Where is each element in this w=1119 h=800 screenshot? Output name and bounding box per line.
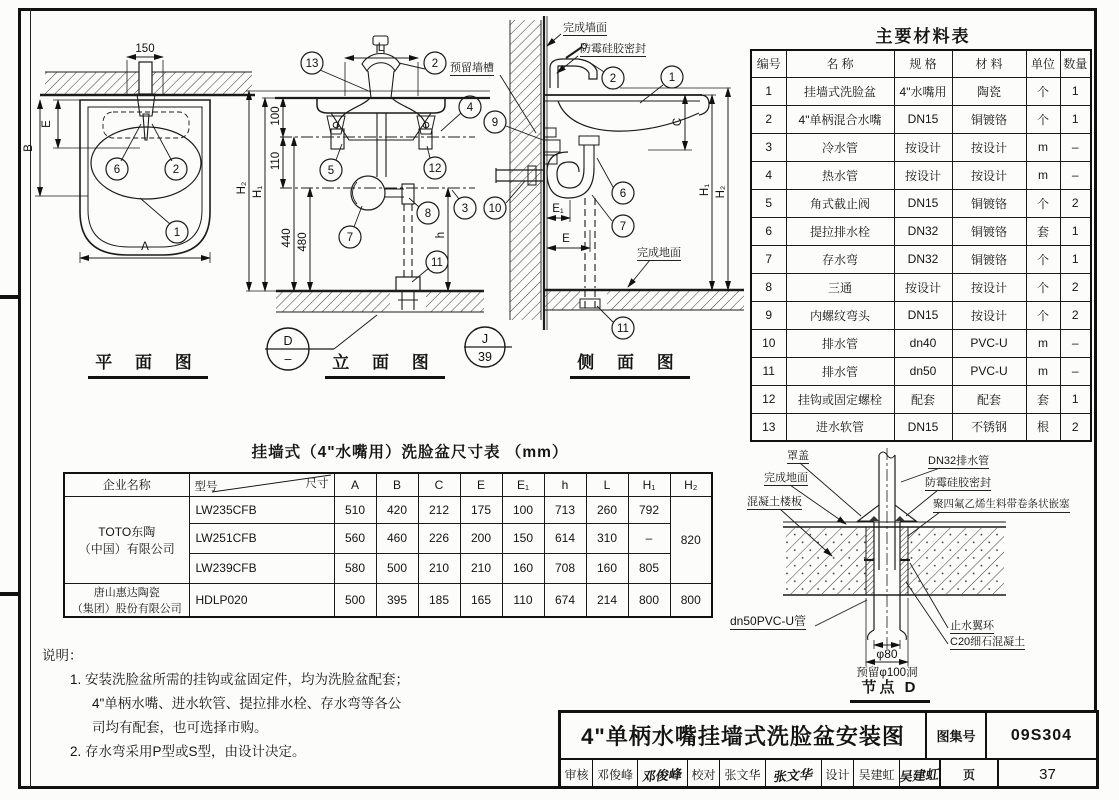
col-header: C: [418, 473, 460, 496]
cell: 800: [628, 583, 670, 617]
cell: 套: [1026, 385, 1060, 413]
model-cell: LW239CFB: [189, 553, 334, 583]
corner-model: 型号: [194, 480, 218, 493]
cell: 175: [460, 496, 502, 523]
col-header: 材 料: [952, 50, 1026, 77]
cell: 按设计: [952, 301, 1026, 329]
cell: 排水管: [786, 357, 894, 385]
cell: 260: [586, 496, 628, 523]
cell: 500: [334, 583, 376, 617]
cell: 按设计: [952, 161, 1026, 189]
cell: 510: [334, 496, 376, 523]
company-cell: 唐山惠达陶瓷 （集团）股份有限公司: [64, 583, 189, 617]
cell: 12: [751, 385, 786, 413]
col-header: L: [586, 473, 628, 496]
cell: DN15: [894, 413, 952, 441]
dim-a: A: [141, 241, 149, 253]
cell: 1: [1060, 77, 1091, 105]
callout-2: 2: [609, 73, 617, 85]
cell: 角式截止阀: [786, 189, 894, 217]
callout-13: 13: [305, 58, 319, 70]
cell: 185: [418, 583, 460, 617]
cell: –: [1060, 329, 1091, 357]
callout-1: 1: [668, 72, 676, 84]
cell: 不锈钢: [952, 413, 1026, 441]
cell: m: [1026, 357, 1060, 385]
cell: 310: [586, 523, 628, 553]
cell: 三通: [786, 273, 894, 301]
designer-signature: 吴建虹: [898, 766, 941, 785]
cell: 存水弯: [786, 245, 894, 273]
cell: 2: [1060, 413, 1091, 441]
callout-5: 5: [327, 165, 335, 177]
cell: 674: [544, 583, 586, 617]
materials-table: [750, 49, 1092, 442]
cell: 根: [1026, 413, 1060, 441]
note-line: 司均有配套，也可选择市购。: [92, 720, 268, 735]
cell: –: [1060, 357, 1091, 385]
cell-h2-merged: 820: [670, 496, 712, 583]
cell: m: [1026, 133, 1060, 161]
label-waterstop-ring: 止水翼环: [950, 620, 994, 634]
reviewer-name: 邓俊峰: [593, 760, 638, 789]
cell: DN32: [894, 217, 952, 245]
col-header: 规 格: [894, 50, 952, 77]
dim-phi80: φ80: [876, 647, 898, 661]
col-header: 数量: [1060, 50, 1091, 77]
cell: 挂钩或固定螺栓: [786, 385, 894, 413]
cell: 8: [751, 273, 786, 301]
cell: 个: [1026, 273, 1060, 301]
dim-h1: H₁: [252, 185, 264, 199]
col-header-model-size: [189, 473, 334, 496]
node-d-title: 节点 D: [850, 676, 930, 703]
col-header: 名 称: [786, 50, 894, 77]
label-c20: C20细石混凝土: [950, 636, 1025, 650]
cell: 个: [1026, 105, 1060, 133]
note-line: 2. 存水弯采用P型或S型，由设计决定。: [70, 744, 306, 759]
cell: 160: [586, 553, 628, 583]
cell: 按设计: [894, 161, 952, 189]
callout-6: 6: [619, 188, 627, 200]
cell: 2: [1060, 273, 1091, 301]
page-number: 37: [1039, 766, 1056, 783]
cell: 7: [751, 245, 786, 273]
plan-view-drawing: [35, 57, 255, 263]
callout-1: 1: [173, 227, 181, 239]
cell: 配套: [894, 385, 952, 413]
cell: 1: [1060, 245, 1091, 273]
cell: 个: [1026, 245, 1060, 273]
cell: 6: [751, 217, 786, 245]
cell: 713: [544, 496, 586, 523]
cell: 铜镀铬: [952, 217, 1026, 245]
node-d-texts: [856, 647, 917, 679]
sheet-title: 4"单柄水嘴挂墙式洗脸盆安装图: [561, 713, 927, 758]
cell: 110: [502, 583, 544, 617]
designer-name: 吴建虹: [854, 760, 900, 789]
reviewer-signature: 邓俊峰: [638, 760, 688, 789]
notes-heading: 说明：: [42, 648, 83, 663]
cell: 按设计: [952, 133, 1026, 161]
cell: 100: [502, 496, 544, 523]
col-header: E: [460, 473, 502, 496]
cell: 冷水管: [786, 133, 894, 161]
col-header: B: [376, 473, 418, 496]
materials-table-title: 主要材料表: [875, 27, 971, 46]
cell: 按设计: [952, 273, 1026, 301]
callout-10: 10: [488, 203, 502, 215]
cell: 200: [460, 523, 502, 553]
cell: 580: [334, 553, 376, 583]
title-block: [558, 710, 1099, 789]
cell: DN15: [894, 189, 952, 217]
cell: 708: [544, 553, 586, 583]
dim-440: 440: [281, 228, 293, 248]
cell: 395: [376, 583, 418, 617]
callout-11: 11: [431, 257, 443, 269]
ref-d-bottom: –: [284, 352, 292, 366]
cell: 212: [418, 496, 460, 523]
dim-c: C: [672, 117, 684, 127]
label-dn32: DN32排水管: [928, 455, 989, 469]
model-cell: LW251CFB: [189, 523, 334, 553]
cell: 4: [751, 161, 786, 189]
label-slab: 混凝土楼板: [747, 496, 802, 510]
cell: 800: [670, 583, 712, 617]
cell: –: [628, 523, 670, 553]
cell: 提拉排水栓: [786, 217, 894, 245]
side-view-drawing: [484, 16, 744, 339]
cell: 13: [751, 413, 786, 441]
cell: 铜镀铬: [952, 189, 1026, 217]
page-label: 页: [939, 760, 999, 789]
dim-table-title: 挂墙式（4"水嘴用）洗脸盆尺寸表 （mm）: [251, 444, 569, 461]
col-header: h: [544, 473, 586, 496]
label-silicone-node: 防霉硅胶密封: [925, 477, 991, 491]
cell: 460: [376, 523, 418, 553]
col-header: E₁: [502, 473, 544, 496]
cell: DN15: [894, 301, 952, 329]
cell: 个: [1026, 301, 1060, 329]
company-cell: TOTO东陶 （中国）有限公司: [64, 496, 189, 583]
callout-3: 3: [461, 203, 469, 215]
callout-12: 12: [428, 163, 442, 175]
check-label: 校对: [688, 760, 720, 789]
callout-2: 2: [431, 58, 439, 70]
label-finish-floor-node: 完成地面: [764, 472, 808, 486]
dim-150: 150: [135, 43, 155, 55]
dimension-table: [63, 472, 713, 618]
cell: DN15: [894, 105, 952, 133]
cell: 1: [1060, 385, 1091, 413]
col-header: 单位: [1026, 50, 1060, 77]
checker-name: 张文华: [720, 760, 766, 789]
cell: 1: [1060, 217, 1091, 245]
cell: 560: [334, 523, 376, 553]
callout-7: 7: [619, 221, 627, 233]
cell: 铜镀铬: [952, 105, 1026, 133]
cell: 210: [418, 553, 460, 583]
cell: 160: [502, 553, 544, 583]
elevation-title: 立 面 图: [325, 348, 445, 379]
cell: 2: [1060, 189, 1091, 217]
col-header: H₁: [628, 473, 670, 496]
dim-h2: H₂: [715, 185, 727, 199]
plan-view-title: 平 面 图: [88, 348, 208, 379]
cell: 214: [586, 583, 628, 617]
cell: 挂墙式洗脸盆: [786, 77, 894, 105]
model-cell: HDLP020: [189, 583, 334, 617]
cell: 热水管: [786, 161, 894, 189]
cell: 4"单柄混合水嘴: [786, 105, 894, 133]
label-cover: 罩盖: [787, 450, 809, 464]
callout-7: 7: [346, 232, 354, 244]
cell: PVC-U: [952, 329, 1026, 357]
cell: 500: [376, 553, 418, 583]
atlas-number-label: 图集号: [927, 713, 987, 758]
cell: m: [1026, 161, 1060, 189]
label-ptfe: 聚四氟乙烯生料带卷条状嵌塞: [933, 499, 1070, 513]
callout-6: 6: [113, 164, 121, 176]
ref-j-top: J: [481, 332, 489, 346]
cell: –: [1060, 161, 1091, 189]
callout-9: 9: [491, 117, 499, 129]
cell: 按设计: [894, 133, 952, 161]
cell: dn40: [894, 329, 952, 357]
label-finish-wall: 完成墙面: [563, 22, 607, 36]
col-header-company: 企业名称: [64, 473, 189, 496]
cell: 1: [1060, 105, 1091, 133]
dim-h1: H₁: [699, 183, 711, 197]
label-finish-floor-side: 完成地面: [637, 247, 681, 261]
cell: 805: [628, 553, 670, 583]
note-line: 4"单柄水嘴、进水软管、提拉排水栓、存水弯等各公: [92, 696, 402, 711]
cell: 792: [628, 496, 670, 523]
cell: 个: [1026, 77, 1060, 105]
cell: DN32: [894, 245, 952, 273]
col-header: 编号: [751, 50, 786, 77]
cell: 5: [751, 189, 786, 217]
callout-4: 4: [466, 102, 474, 114]
dim-e: E: [562, 233, 570, 245]
dim-h: h: [435, 231, 447, 239]
corner-size: 尺寸: [305, 478, 329, 490]
label-dn50: dn50PVC-U管: [730, 615, 806, 630]
cell: 1: [751, 77, 786, 105]
cell: dn50: [894, 357, 952, 385]
dim-hole: 预留φ100洞: [856, 667, 918, 679]
callout-11: 11: [617, 323, 629, 335]
cell: 套: [1026, 217, 1060, 245]
checker-signature: 张文华: [766, 760, 822, 789]
cell: 按设计: [894, 273, 952, 301]
note-line: 1. 安装洗脸盆所需的挂钩或盆固定件，均为洗脸盆配套；: [70, 672, 410, 687]
design-label: 设计: [822, 760, 854, 789]
cell: 226: [418, 523, 460, 553]
cell: –: [1060, 133, 1091, 161]
cell: m: [1026, 329, 1060, 357]
dim-h2: H₂: [236, 181, 248, 195]
cell: 210: [460, 553, 502, 583]
dim-110: 110: [270, 151, 282, 171]
cell: 9: [751, 301, 786, 329]
dim-100: 100: [270, 106, 282, 126]
review-label: 审核: [561, 760, 593, 789]
dim-b: B: [23, 144, 35, 152]
callout-2: 2: [172, 164, 180, 176]
dim-e1: E₁: [552, 203, 564, 215]
cell: 165: [460, 583, 502, 617]
ref-j-bottom: 39: [478, 350, 492, 364]
model-cell: LW235CFB: [189, 496, 334, 523]
cell: 11: [751, 357, 786, 385]
cell: 420: [376, 496, 418, 523]
cell: 150: [502, 523, 544, 553]
cell: 2: [1060, 301, 1091, 329]
dim-l: L: [377, 42, 385, 54]
side-view-title: 侧 面 图: [570, 348, 690, 379]
dim-480: 480: [297, 232, 309, 252]
cell: 排水管: [786, 329, 894, 357]
cell: 4"水嘴用: [894, 77, 952, 105]
label-silicone-side: 防霉硅胶密封: [580, 43, 646, 57]
cell: 2: [751, 105, 786, 133]
cell: PVC-U: [952, 357, 1026, 385]
atlas-number: 09S304: [1010, 726, 1073, 744]
cell: 陶瓷: [952, 77, 1026, 105]
cell: 配套: [952, 385, 1026, 413]
cell: 3: [751, 133, 786, 161]
cell: 个: [1026, 189, 1060, 217]
ref-d-top: D: [283, 334, 293, 348]
dim-e: E: [41, 120, 53, 128]
cell: 铜镀铬: [952, 245, 1026, 273]
cell: 10: [751, 329, 786, 357]
col-header: A: [334, 473, 376, 496]
cell: 进水软管: [786, 413, 894, 441]
col-header: H₂: [670, 473, 712, 496]
label-wall-groove: 预留墙槽: [450, 62, 494, 76]
cell: 内螺纹弯头: [786, 301, 894, 329]
callout-8: 8: [424, 208, 432, 220]
cell: 614: [544, 523, 586, 553]
